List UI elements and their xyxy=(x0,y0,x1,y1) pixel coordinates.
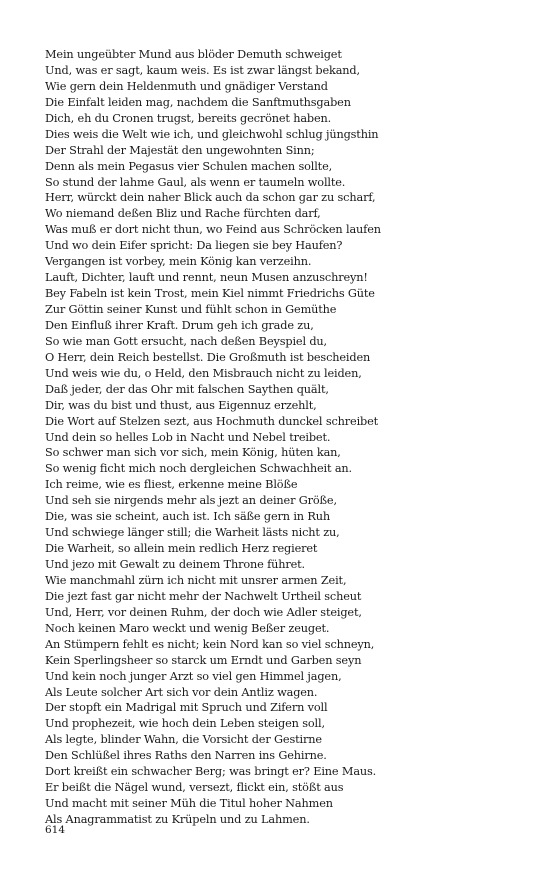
poem-line: Dort kreißt ein schwacher Berg; was bringt er? Eine Maus. xyxy=(45,765,377,779)
poem-line: Den Schlüßel ihres Raths den Narren ins Gehirne. xyxy=(45,749,327,763)
poem-line: Vergangen ist vorbey, mein König kan verzeihn. xyxy=(45,255,312,269)
poem-line: Als Leute solcher Art sich vor dein Antliz wagen. xyxy=(45,685,318,699)
poem-line: Und weis wie du, o Held, den Misbrauch nicht zu leiden, xyxy=(45,366,362,380)
poem-line: Denn als mein Pegasus vier Schulen machen sollte, xyxy=(45,159,333,173)
poem-line: Die Warheit, so allein mein redlich Herz regieret xyxy=(45,542,318,556)
poem-line: Und seh sie nirgends mehr als jezt an deiner Größe, xyxy=(45,494,337,508)
poem-line: Und jezo mit Gewalt zu deinem Throne führet. xyxy=(45,558,305,571)
poem-line: Und, was er sagt, kaum weis. Es ist zwar längst bekand, xyxy=(45,63,360,77)
poem-line: Als Anagrammatist zu Krüpeln und zu Lahmen. xyxy=(45,813,310,826)
poem-line: Wie manchmahl zürn ich nicht mit unsrer armen Zeit, xyxy=(45,573,347,587)
poem-line: Mein ungeübter Mund aus blöder Demuth schweiget xyxy=(45,48,342,61)
poem-line: So stund der lahme Gaul, als wenn er taumeln wollte. xyxy=(45,175,346,189)
poem-line: O Herr, dein Reich bestellst. Die Großmuth ist bescheiden xyxy=(45,350,371,364)
poem-line: Bey Fabeln ist kein Trost, mein Kiel nimmt Friedrichs Güte xyxy=(45,287,375,301)
poem-line: Was muß er dort nicht thun, wo Feind aus Schröcken laufen xyxy=(45,223,381,237)
poem-line: Die, was sie scheint, auch ist. Ich säße gern in Ruh xyxy=(45,510,330,524)
poem-text xyxy=(45,47,505,828)
poem-line: Lauft, Dichter, lauft und rennt, neun Musen anzuschreyn! xyxy=(45,271,368,285)
poem-line: Ich reime, wie es fliest, erkenne meine Blöße xyxy=(45,478,298,492)
poem-line: Und dein so helles Lob in Nacht und Nebel treibet. xyxy=(45,430,331,444)
poem-line: Den Einfluß ihrer Kraft. Drum geh ich grade zu, xyxy=(45,318,314,332)
poem-line: Der stopft ein Madrigal mit Spruch und Zifern voll xyxy=(45,701,328,715)
poem-line: Die jezt fast gar nicht mehr der Nachwelt Urtheil scheut xyxy=(45,589,362,603)
poem-line: Wie gern dein Heldenmuth und gnädiger Verstand xyxy=(45,79,328,93)
poem-line: Der Strahl der Majestät den ungewohnten Sinn; xyxy=(45,143,315,157)
poem-line: Und wo dein Eifer spricht: Da liegen sie bey Haufen? xyxy=(45,239,343,253)
poem-line: Die Wort auf Stelzen sezt, aus Hochmuth dunckel schreibet xyxy=(45,414,379,428)
poem-line: Als legte, blinder Wahn, die Vorsicht der Gestirne xyxy=(45,733,322,747)
poem-line: So wie man Gott ersucht, nach deßen Beyspiel du, xyxy=(45,334,328,348)
poem-line: Die Einfalt leiden mag, nachdem die Sanftmuthsgaben xyxy=(45,95,351,109)
poem-line: Herr, würckt dein naher Blick auch da schon gar zu scharf, xyxy=(45,191,376,205)
poem-line: So schwer man sich vor sich, mein König, hüten kan, xyxy=(45,446,341,460)
poem-line: An Stümpern fehlt es nicht; kein Nord kan so viel schneyn, xyxy=(45,637,375,651)
poem-line: Kein Sperlingsheer so starck um Erndt und Garben seyn xyxy=(45,653,362,667)
poem-line: Dich, eh du Cronen trugst, bereits gecrönet haben. xyxy=(45,111,332,125)
poem-line: Und kein noch junger Arzt so viel gen Himmel jagen, xyxy=(45,669,342,683)
poem-line: Daß jeder, der das Ohr mit falschen Saythen quält, xyxy=(45,382,329,396)
poem-line: Dir, was du bist und thust, aus Eigennuz erzehlt, xyxy=(45,398,317,412)
poem-line: Und prophezeit, wie hoch dein Leben steigen soll, xyxy=(45,717,325,731)
poem-line: Noch keinen Maro weckt und wenig Beßer zeuget. xyxy=(45,621,330,635)
poem-line: Und macht mit seiner Müh die Titul hoher Nahmen xyxy=(45,797,333,811)
poem-line: Dies weis die Welt wie ich, und gleichwohl schlug jüngsthin xyxy=(45,127,379,141)
poem-line: Er beißt die Nägel wund, versezt, flickt ein, stößt aus xyxy=(45,781,344,795)
poem-line: So wenig ficht mich noch dergleichen Schwachheit an. xyxy=(45,462,352,476)
poem-line: Und schwiege länger still; die Warheit lästs nicht zu, xyxy=(45,526,340,540)
poem-line: Zur Göttin seiner Kunst und fühlt schon in Gemüthe xyxy=(45,303,337,316)
poem-line: Und, Herr, vor deinen Ruhm, der doch wie Adler steiget, xyxy=(45,605,362,619)
poem-line: Wo niemand deßen Bliz und Rache fürchten darf, xyxy=(45,207,321,221)
page-number: 614 xyxy=(45,824,66,836)
